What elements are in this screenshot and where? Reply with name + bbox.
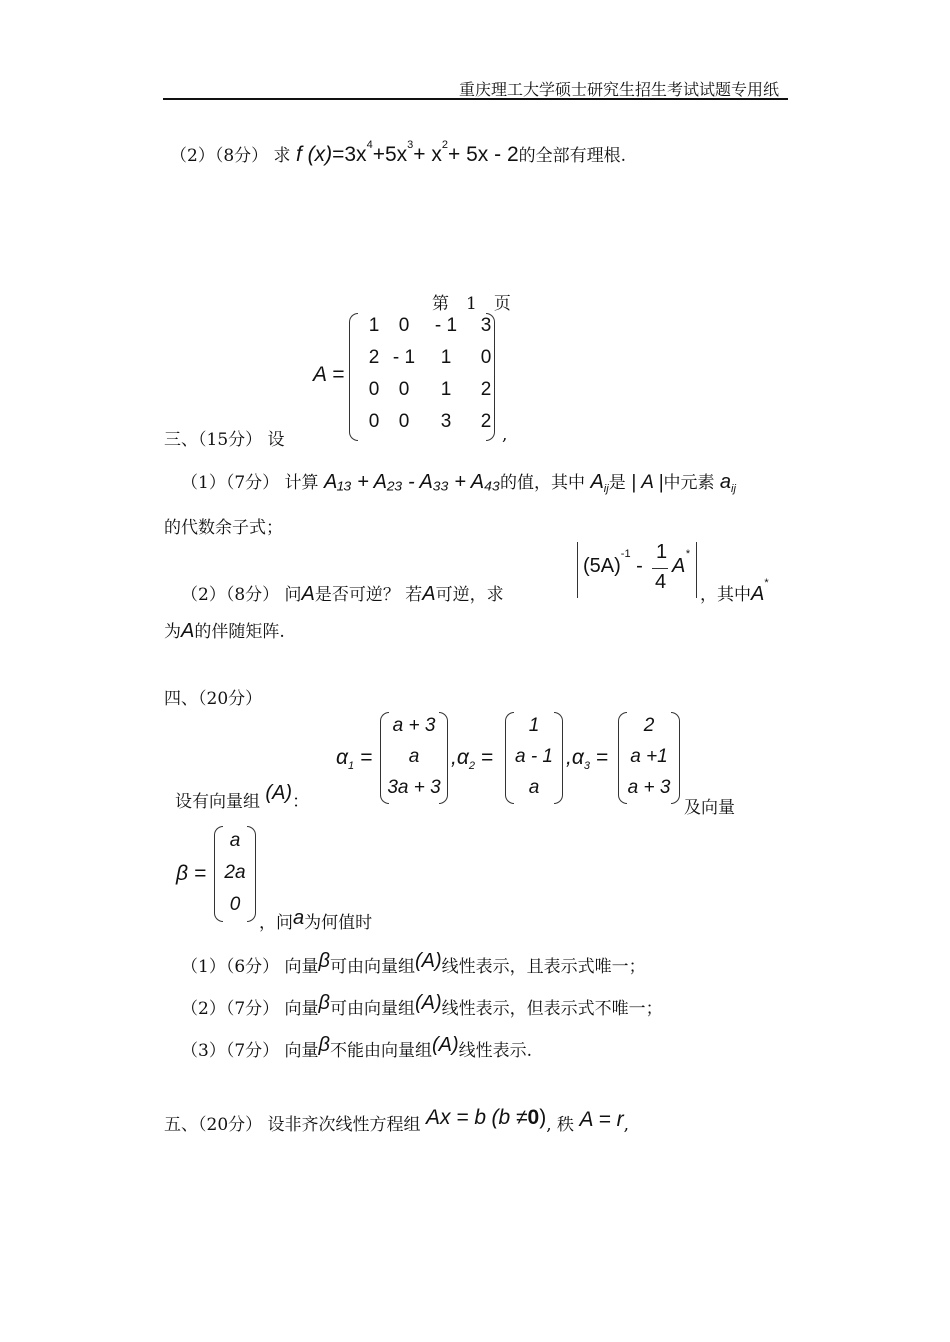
matrix-cell: 3 <box>440 411 452 432</box>
section4-item <box>181 1036 532 1062</box>
section3-comma: , <box>502 425 508 445</box>
vector-entry: 2a <box>224 862 246 883</box>
s4-item-beta: β <box>318 1034 330 1056</box>
s4-item-label: （1）（6分） 向量 <box>181 957 319 977</box>
vector-entry: a + 3 <box>627 776 671 798</box>
s4-item-mid: 可由向量组 <box>329 999 415 1019</box>
s5-label: 五、（20分） 设非齐次线性方程组 <box>164 1115 421 1135</box>
s4-item-mid: 可由向量组 <box>329 957 415 977</box>
q2-term3: + x <box>413 143 442 166</box>
s3p1-Aij-sub: ij <box>603 483 609 496</box>
s3p2-l2-for: 为 <box>164 622 181 642</box>
det-Astar <box>672 548 690 578</box>
vector-alpha3 <box>618 712 680 804</box>
s4-ask-a: a <box>293 907 305 929</box>
s3p1-detA: | A | <box>631 472 664 493</box>
vector-entry: a <box>528 776 540 798</box>
det-5A-text: (5A) <box>583 555 621 577</box>
s4-ask-pre: ，问 <box>259 913 293 933</box>
matrix-cell: 0 <box>480 347 492 368</box>
alpha2-label <box>451 746 493 772</box>
det-frac-line <box>652 568 668 569</box>
det-frac-den: 4 <box>655 571 667 593</box>
prev-question-2 <box>170 141 626 167</box>
det-frac-num: 1 <box>656 541 668 563</box>
s4-intro-text: 设有向量组 <box>175 792 260 812</box>
section4-label: 四、（20分） <box>164 689 263 709</box>
q2-term2: +5x <box>372 143 408 166</box>
vector-entry: 2 <box>643 715 655 737</box>
det-exp: -1 <box>620 548 631 561</box>
q2-exp3: 3 <box>407 139 414 152</box>
s3p2-label: （2）（8分） 问 <box>181 585 302 605</box>
s3p2-l2-A: A <box>181 620 195 642</box>
s4-ask-post: 为何值时 <box>304 913 373 933</box>
alpha2-symbol: ,α <box>451 746 469 769</box>
s4-item-group: (A) <box>414 992 442 1014</box>
section4-intro <box>175 782 310 813</box>
s3p2-t3: ，其中 <box>700 585 751 605</box>
matrix-left-paren <box>349 313 358 441</box>
vector-entry: 1 <box>528 715 540 737</box>
matrix-cell: - 1 <box>434 315 458 336</box>
matrix-cell: - 1 <box>392 347 416 368</box>
s5-rank-eq: A = r <box>579 1108 624 1131</box>
section5-line <box>164 1106 629 1136</box>
matrix-cell: 0 <box>398 411 410 432</box>
section3-part2 <box>181 580 504 606</box>
alpha1-label <box>336 746 372 772</box>
matrix-cell: 3 <box>480 315 492 336</box>
page-header-title: 重庆理工大学硕士研究生招生考试试题专用纸 <box>459 80 780 99</box>
s4-item-end: 线性表示，但表示式不唯一； <box>441 999 663 1019</box>
s3p2-t3-wrap <box>700 577 769 606</box>
page-number: 第 1 页 <box>432 294 511 314</box>
s5-cond-close: ) <box>539 1106 547 1129</box>
alpha1-symbol: α <box>336 746 348 769</box>
q2-suffix: 的全部有理根. <box>518 146 627 166</box>
s3p2-A: A <box>301 583 315 605</box>
alpha3-sub: 3 <box>583 760 590 773</box>
s3p2-A3: A <box>751 583 765 605</box>
s5-end: , <box>623 1115 629 1135</box>
alpha3-eq: = <box>595 746 609 769</box>
s3p1-line2: 的代数余子式； <box>164 518 283 538</box>
matrix-cell: 1 <box>368 315 380 336</box>
vector-entry: a +1 <box>630 746 668 767</box>
s3p2-l2-text: 的伴随矩阵. <box>194 622 285 642</box>
s3p1-a: a <box>719 471 732 493</box>
s3p1-elem: 中元素 <box>663 473 715 493</box>
section4-item <box>181 994 663 1020</box>
s3p1-text: 的值，其中 <box>500 473 586 493</box>
vector-alpha1 <box>380 712 448 804</box>
matrix-A-name: A = <box>313 363 345 386</box>
matrix-cell: 2 <box>480 411 492 432</box>
alpha3-label <box>566 746 608 772</box>
s4-colon: ： <box>292 792 310 812</box>
matrix-cell: 2 <box>480 379 492 400</box>
vector-entry: a <box>229 830 241 851</box>
matrix-cell: 0 <box>398 379 410 400</box>
s4-item-beta: β <box>318 992 330 1014</box>
s3p1-label: （1）（7分） 计算 <box>181 473 319 493</box>
s3p2-star2: * <box>764 577 769 590</box>
s3p2-t2: 可逆，求 <box>435 585 504 605</box>
matrix-cell: 0 <box>398 315 410 336</box>
section3-part1 <box>181 468 736 495</box>
s3p1-is: 是 <box>608 473 626 493</box>
s3p2-line2 <box>164 617 285 643</box>
vector-entry: a - 1 <box>514 746 554 767</box>
det-right-bar <box>696 542 697 598</box>
section4-item <box>181 952 646 978</box>
s4-groupA: (A) <box>265 782 293 804</box>
s5-cond-open: (b ≠ <box>491 1106 528 1129</box>
s4-and-vector: 及向量 <box>684 798 735 818</box>
matrix-cell: 1 <box>440 347 452 368</box>
vector-alpha2 <box>505 712 563 804</box>
s3p2-t1: 是否可逆？ 若 <box>314 585 423 605</box>
header-rule <box>163 98 788 100</box>
s4-item-group: (A) <box>414 950 442 972</box>
s4-item-group: (A) <box>431 1034 459 1056</box>
s3p1-Aij: A <box>590 471 604 493</box>
q2-fx: f (x) <box>295 143 333 166</box>
s3p2-A2: A <box>422 583 436 605</box>
s4-item-label: （3）（7分） 向量 <box>181 1041 319 1061</box>
q2-term1: =3x <box>332 143 367 166</box>
matrix-A <box>349 313 495 441</box>
vector-entry: a + 3 <box>392 715 436 737</box>
q2-exp4: 4 <box>366 139 373 152</box>
q2-exp2: 2 <box>441 139 448 152</box>
matrix-cell: 0 <box>368 411 380 432</box>
vector-entry: 3a + 3 <box>387 776 441 798</box>
alpha3-symbol: ,α <box>566 746 584 769</box>
matrix-cell: 1 <box>440 379 452 400</box>
s4-item-mid: 不能由向量组 <box>329 1041 432 1061</box>
section3-label: 三、（15分） 设 <box>164 430 285 450</box>
s4-item-end: 线性表示，且表示式唯一； <box>441 957 646 977</box>
vector-entry: a <box>408 746 420 767</box>
s3p1-expr: A₁₃ + A₂₃ - A₃₃ + A₄₃ <box>323 471 501 493</box>
vector-entry: 0 <box>229 894 241 915</box>
q2-term4: + 5x - 2 <box>448 143 519 166</box>
alpha2-eq: = <box>480 746 494 769</box>
matrix-cell: 0 <box>368 379 380 400</box>
alpha1-sub: 1 <box>347 760 355 773</box>
det-minus: - <box>636 555 643 577</box>
matrix-cell: 2 <box>368 347 380 368</box>
s4-item-beta: β <box>318 950 330 972</box>
s4-ask <box>259 908 372 934</box>
det-star: * <box>685 548 690 561</box>
alpha1-eq: = <box>359 746 373 769</box>
beta-label: β = <box>176 862 207 885</box>
s5-rank: , 秩 <box>546 1115 575 1135</box>
s4-item-label: （2）（7分） 向量 <box>181 999 319 1019</box>
det-5A <box>583 548 643 578</box>
alpha2-sub: 2 <box>468 760 475 773</box>
vector-beta <box>214 826 256 922</box>
s4-item-end: 线性表示. <box>458 1041 533 1061</box>
s5-eq: Ax = b <box>425 1106 487 1129</box>
s5-zero: 0 <box>527 1106 540 1129</box>
q2-label: （2）（8分） 求 <box>170 146 291 166</box>
det-left-bar <box>577 542 578 598</box>
s3p1-a-sub: ij <box>731 483 736 496</box>
det-A: A <box>672 555 686 577</box>
